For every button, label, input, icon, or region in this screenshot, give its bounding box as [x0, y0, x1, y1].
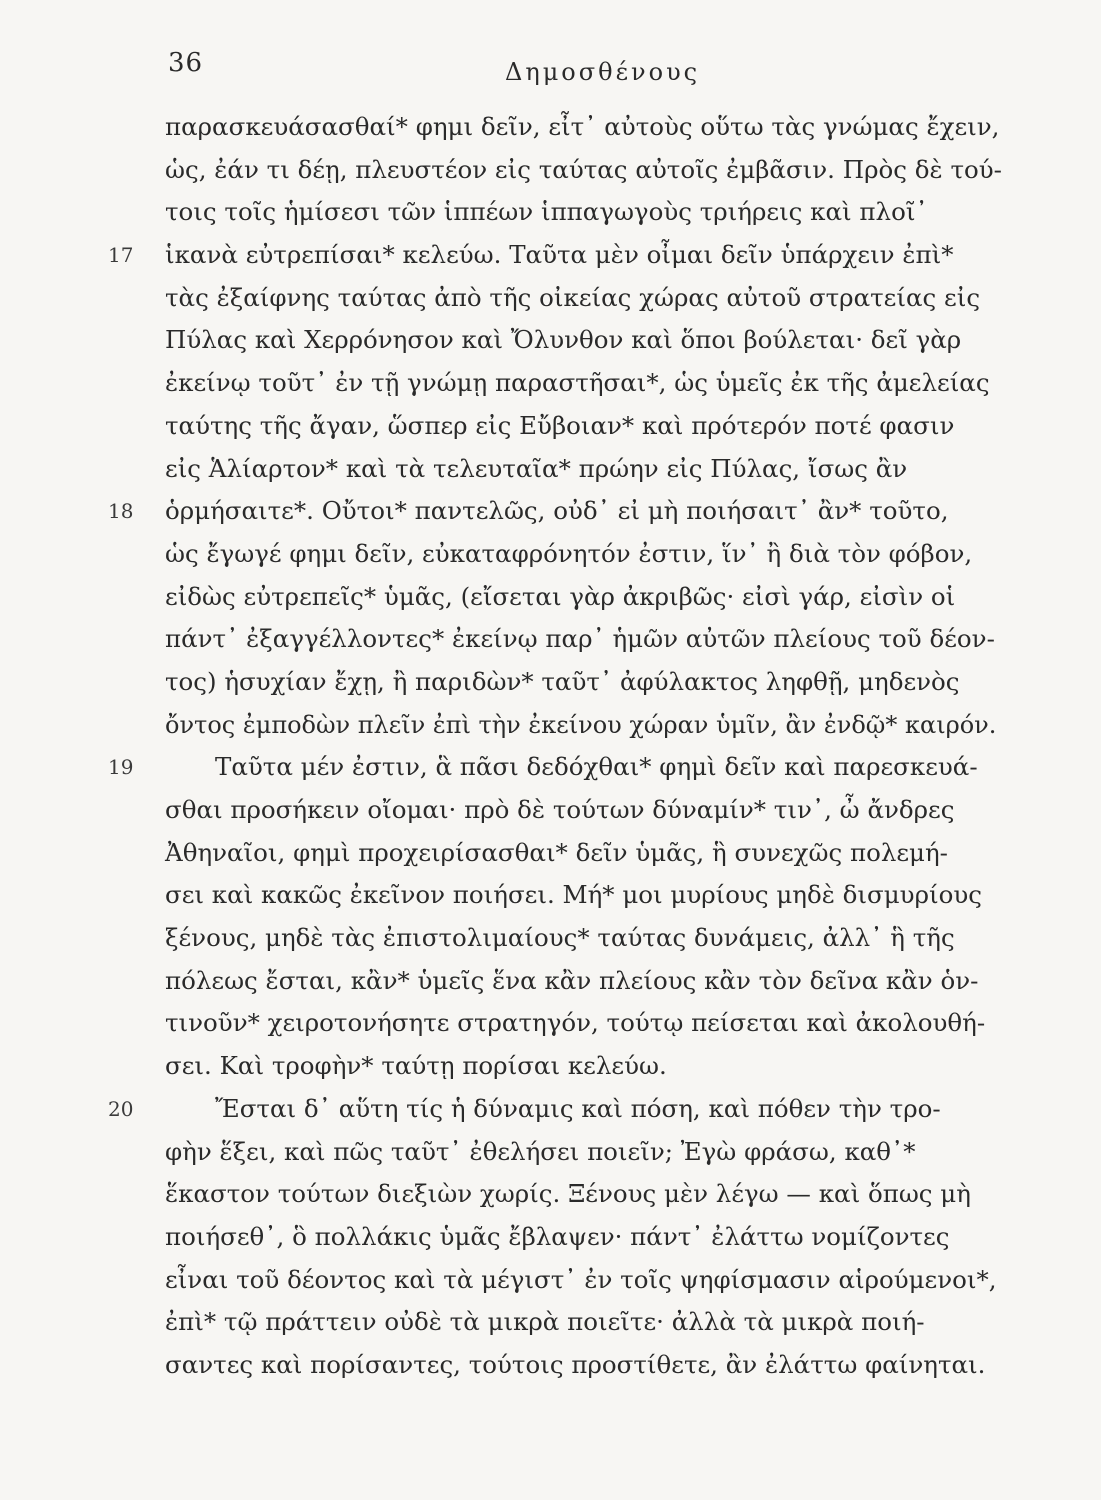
running-head: Δημοσθένους: [505, 58, 701, 86]
line-text: παρασκευάσασθαί* φημι δεῖν, εἶτ᾽ αὐτοὺς οὕτω τὰς γνώμας ἔχειν,: [165, 112, 1000, 141]
line-text: σαντες καὶ πορίσαντες, τούτοις προστίθετε, ἂν ἐλάττω φαίνηται.: [165, 1349, 986, 1379]
line-text: ταύτης τῆς ἄγαν, ὥσπερ εἰς Εὔβοιαν* καὶ πρότερόν ποτέ φασιν: [165, 410, 955, 440]
text-line: [108, 1088, 1010, 1131]
line-text: τοις τοῖς ἡμίσεσι τῶν ἱππέων ἱππαγωγοὺς τριήρεις καὶ πλοῖ᾽: [165, 197, 928, 227]
line-text: σει καὶ κακῶς ἐκεῖνον ποιήσει. Μή* μοι μυρίους μηδὲ δισμυρίους: [165, 880, 982, 910]
text-line: [150, 106, 1010, 149]
line-text: τινοῦν* χειροτονήσητε στρατηγόν, τούτῳ πείσεται καὶ ἀκολουθή-: [165, 1008, 986, 1038]
line-text: τὰς ἐξαίφνης ταύτας ἀπὸ τῆς οἰκείας χώρας αὐτοῦ στρατείας εἰς: [165, 282, 981, 312]
section-number: 18: [108, 499, 134, 524]
text-line: [150, 704, 1010, 747]
line-text: Πύλας καὶ Χερρόνησον καὶ Ὄλυνθον καὶ ὅποι βούλεται· δεῖ γὰρ: [165, 325, 962, 355]
line-text: ὄντος ἐμποδὼν πλεῖν ἐπὶ τὴν ἐκείνου χώραν ὑμῖν, ἂν ἐνδῷ* καιρόν.: [165, 710, 997, 739]
line-text: σθαι προσήκειν οἴομαι· πρὸ δὲ τούτων δύναμίν* τιν᾽, ὦ ἄνδρες: [165, 795, 955, 824]
section-number: 17: [108, 243, 134, 268]
line-text: ποιήσεθ᾽, ὃ πολλάκις ὑμᾶς ἔβλαψεν· πάντ᾽ ἐλάττω νομίζοντες: [165, 1221, 950, 1251]
text-line: [150, 661, 1010, 704]
text-line: [150, 1045, 1010, 1088]
text-line: [150, 960, 1010, 1003]
text-line: [150, 1301, 1010, 1344]
section-number: 19: [108, 755, 134, 780]
line-text: ὡς, ἐάν τι δέῃ, πλευστέον εἰς ταύτας αὐτοῖς ἐμβᾶσιν. Πρὸς δὲ τού-: [165, 154, 1002, 184]
text-line: [150, 405, 1010, 448]
line-text: πόλεως ἔσται, κἂν* ὑμεῖς ἕνα κἂν πλείους κἂν τὸν δεῖνα κἂν ὁν-: [165, 965, 979, 995]
text-line: [150, 319, 1010, 362]
text-line: [150, 618, 1010, 661]
text-line: [150, 832, 1010, 875]
text-line: [150, 191, 1010, 234]
line-text: εἰδὼς εὐτρεπεῖς* ὑμᾶς, (εἴσεται γὰρ ἀκριβῶς· εἰσὶ γάρ, εἰσὶν οἱ: [165, 581, 956, 611]
text-line: [108, 746, 1010, 789]
line-text: φὴν ἕξει, καὶ πῶς ταῦτ᾽ ἐθελήσει ποιεῖν; Ἐγὼ φράσω, καθ᾽*: [165, 1136, 916, 1166]
text-line: [150, 277, 1010, 320]
text-line: [150, 874, 1010, 917]
line-text: σει. Καὶ τροφὴν* ταύτῃ πορίσαι κελεύω.: [165, 1051, 667, 1081]
line-text: ἱκανὰ εὐτρεπίσαι* κελεύω. Ταῦτα μὲν οἶμαι δεῖν ὑπάρχειν ἐπὶ*: [165, 240, 954, 270]
line-text: ἐκείνῳ τοῦτ᾽ ἐν τῇ γνώμῃ παραστῆσαι*, ὡς ὑμεῖς ἐκ τῆς ἀμελείας: [165, 368, 990, 398]
text-line: [150, 1344, 1010, 1387]
text-line: [150, 1216, 1010, 1259]
line-text: Ταῦτα μέν ἐστιν, ἃ πᾶσι δεδόχθαι* φημὶ δεῖν καὶ παρεσκευά-: [215, 752, 978, 782]
line-text: πάντ᾽ ἐξαγγέλλοντες* ἐκείνῳ παρ᾽ ἡμῶν αὐτῶν πλείους τοῦ δέον-: [165, 624, 995, 654]
text-line: [150, 789, 1010, 832]
text-line: [150, 362, 1010, 405]
text-line: [150, 917, 1010, 960]
line-text: τος) ἡσυχίαν ἔχῃ, ἢ παριδὼν* ταῦτ᾽ ἀφύλακτος ληφθῇ, μηδενὸς: [165, 666, 960, 696]
text-line: [150, 576, 1010, 619]
section-number: 20: [108, 1096, 134, 1121]
text-line: [150, 448, 1010, 491]
text-line: [150, 1259, 1010, 1302]
page-number: 36: [168, 48, 204, 78]
line-text: ὁρμήσαιτε*. Οὔτοι* παντελῶς, οὐδ᾽ εἰ μὴ ποιήσαιτ᾽ ἂν* τοῦτο,: [165, 496, 949, 526]
text-line: [150, 1173, 1010, 1216]
text-line: [150, 1002, 1010, 1045]
line-text: ἕκαστον τούτων διεξιὼν χωρίς. Ξένους μὲν λέγω — καὶ ὅπως μὴ: [165, 1179, 971, 1209]
line-text: ἐπὶ* τῷ πράττειν οὐδὲ τὰ μικρὰ ποιεῖτε· ἀλλὰ τὰ μικρὰ ποιή-: [165, 1307, 925, 1337]
body-text: [108, 106, 1010, 1387]
line-text: εἰς Ἁλίαρτον* καὶ τὰ τελευταῖα* πρώην εἰς Πύλας, ἴσως ἂν: [165, 453, 908, 483]
text-line: [150, 1131, 1010, 1174]
line-text: Ἔσται δ᾽ αὕτη τίς ἡ δύναμις καὶ πόση, καὶ πόθεν τὴν τρο-: [215, 1093, 941, 1123]
line-text: ξένους, μηδὲ τὰς ἐπιστολιμαίους* ταύτας δυνάμεις, ἀλλ᾽ ἣ τῆς: [165, 923, 955, 953]
line-text: Ἀθηναῖοι, φημὶ προχειρίσασθαι* δεῖν ὑμᾶς, ἣ συνεχῶς πολεμή-: [165, 837, 948, 867]
text-line: [150, 149, 1010, 192]
line-text: ὡς ἔγωγέ φημι δεῖν, εὐκαταφρόνητόν ἐστιν, ἵν᾽ ἢ διὰ τὸν φόβον,: [165, 538, 973, 568]
text-line: [108, 234, 1010, 277]
text-line: [150, 533, 1010, 576]
line-text: εἶναι τοῦ δέοντος καὶ τὰ μέγιστ᾽ ἐν τοῖς ψηφίσμασιν αἱρούμενοι*,: [165, 1264, 997, 1294]
text-line: [108, 490, 1010, 533]
